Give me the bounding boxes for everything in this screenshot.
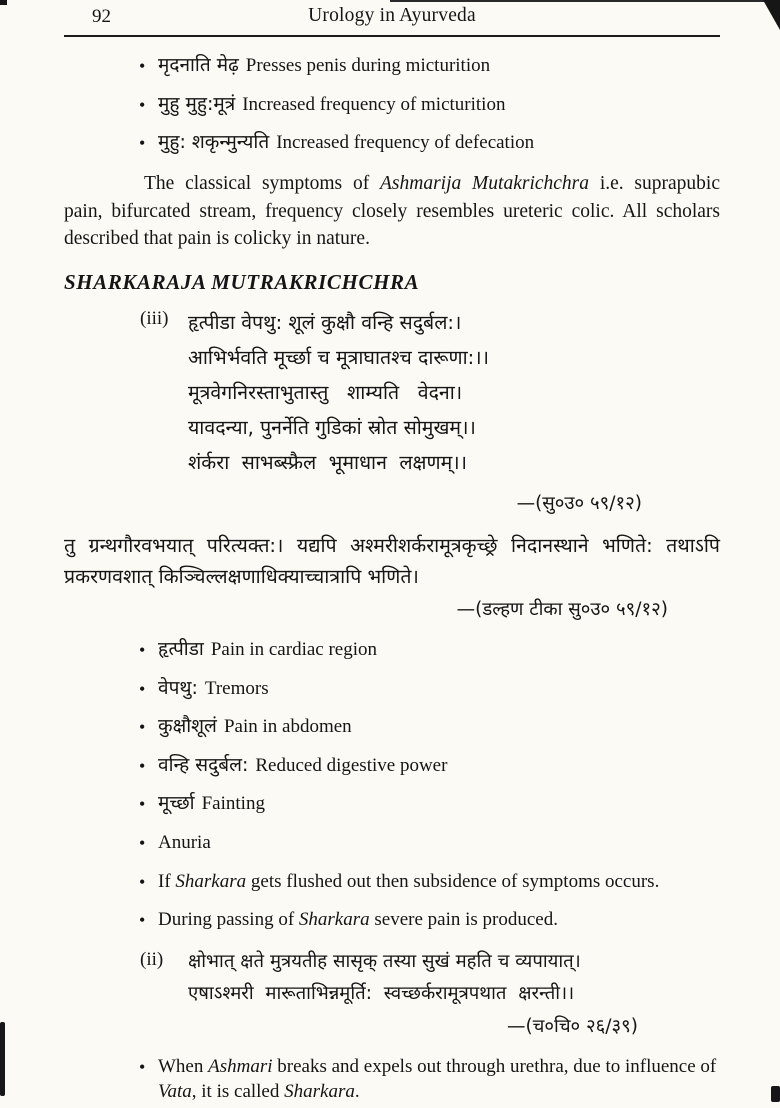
verse-number: (ii) [140, 949, 164, 971]
list-item [158, 1054, 720, 1105]
bullet-text: gets flushed out then subsidence of symptoms occurs. [246, 870, 660, 892]
term-vata: Vata [158, 1081, 192, 1103]
scan-artifact [0, 1022, 5, 1096]
verse-attribution: —(सु०उ० ५९/१२) [516, 493, 642, 515]
paragraph-text: The classical symptoms of [144, 172, 380, 194]
list-item [158, 676, 720, 702]
verse-line: हृत्पीडा वेपथु: शूलं कुक्षौ वन्हि सदुर्बल:। [188, 310, 462, 334]
list-item [158, 753, 720, 779]
paragraph-text: i.e. suprapubic pain, bifurcated stream, frequency closely resembles ureteric colic. All scholars described that pain is colicky in nature. [64, 172, 720, 250]
term-sharkara: Sharkara [175, 870, 247, 892]
term-sharkara: Sharkara [284, 1081, 355, 1103]
sanskrit-term: कुक्षौशूलं [158, 715, 217, 738]
list-item [158, 907, 720, 933]
verse-lines [188, 946, 720, 1011]
list-item [158, 92, 720, 118]
sanskrit-term: वन्हि सदुर्बल: [158, 753, 249, 776]
english-meaning: Pain in abdomen [223, 716, 352, 738]
verse-number: (iii) [140, 307, 169, 329]
list-item [158, 791, 720, 817]
bullet-text: breaks and expels out through urethra, due to influence of [272, 1055, 717, 1077]
verse-line: क्षोभात् क्षते मुत्रयतीह सासृक् तस्या सुखं महति च व्यपायात्। [188, 951, 581, 973]
sanskrit-term: मुहु मुहु:मूत्रं [158, 92, 236, 115]
sanskrit-term: मृदनाति मेढ़ [158, 54, 239, 76]
sanskrit-term: वेपथु: [158, 676, 198, 699]
english-meaning: Increased frequency of defecation [276, 132, 535, 154]
bullet-text: When [158, 1055, 209, 1077]
section-heading: SHARKARAJA MUTRAKRICHCHRA [64, 269, 420, 294]
scan-artifact [0, 0, 7, 5]
english-meaning: Anuria [158, 832, 211, 854]
verse-attribution: —(च०चि० २६/३९) [506, 1015, 638, 1037]
commentary-paragraph: तु ग्रन्थगौरवभयात् परित्यक्त:। यद्यपि अश्मरीशर्करामूत्रकृच्छ्रे निदानस्थाने भणिते: तथाऽपि प्रकरणवशात् किञ्चिल्लक्षणाधिक्याच्चात्रापि भणिते। [64, 534, 720, 588]
verse-line: यावदन्या, पुनर्नेति गुडिकां स्रोत सोमुखम्।। [188, 416, 476, 440]
list-item [158, 714, 720, 740]
header-rule [64, 35, 720, 37]
page-number: 92 [92, 6, 111, 27]
bullet-text: severe pain is produced. [369, 909, 558, 931]
verse-lines [188, 305, 720, 480]
list-item [158, 869, 720, 895]
sanskrit-term: मूर्च्छा [158, 792, 195, 815]
scan-artifact [390, 0, 780, 2]
list-item [158, 637, 720, 663]
english-meaning: Tremors [204, 677, 269, 699]
bullet-text: , it is called [191, 1081, 285, 1103]
verse-block-iii [140, 305, 720, 480]
term-sharkara: Sharkara [298, 909, 370, 931]
scan-artifact [771, 1086, 780, 1102]
term-ashmarija-mutakrichchra: Ashmarija Mutakrichchra [379, 172, 590, 194]
sharkara-symptom-list [64, 637, 720, 933]
english-meaning: Increased frequency of micturition [242, 93, 506, 115]
conclusion-list [64, 1054, 720, 1105]
verse-line: आभिर्भवति मूर्च्छा च मूत्राघातश्च दारूणा:।। [188, 346, 490, 370]
sanskrit-term: हृत्पीडा [158, 637, 204, 660]
micturition-symptom-list [64, 53, 720, 156]
english-meaning: Pain in cardiac region [210, 638, 377, 660]
list-item [158, 830, 720, 856]
english-meaning: Presses penis during micturition [245, 55, 491, 76]
verse-line: मूत्रवेगनिरस्ताभुतास्तु शाम्यति वेदना। [188, 381, 463, 405]
bullet-text: If [158, 870, 176, 892]
bullet-text: . [354, 1081, 360, 1103]
term-ashmari: Ashmari [208, 1055, 273, 1077]
list-item [158, 130, 720, 156]
verse-block-ii [140, 946, 720, 1011]
verse-line: शंर्करा साभब्स्फ्रैल भूमाधान लक्षणम्।। [188, 451, 468, 475]
sanskrit-term: मुहु: शकृन्मुन्यति [158, 131, 270, 154]
book-title: Urology in Ayurveda [308, 5, 476, 26]
list-item [158, 53, 720, 79]
english-meaning: Fainting [201, 793, 265, 815]
english-meaning: Reduced digestive power [255, 754, 448, 776]
intro-paragraph [64, 170, 720, 253]
commentary-attribution: —(डल्हण टीका सु०उ० ५९/१२) [456, 598, 668, 620]
verse-line: एषाऽश्मरी मारूताभिन्नमूर्ति: स्वच्छर्करामूत्रपथात क्षरन्ती।। [188, 983, 575, 1005]
page-header [64, 5, 720, 32]
bullet-text: During passing of [158, 909, 299, 931]
